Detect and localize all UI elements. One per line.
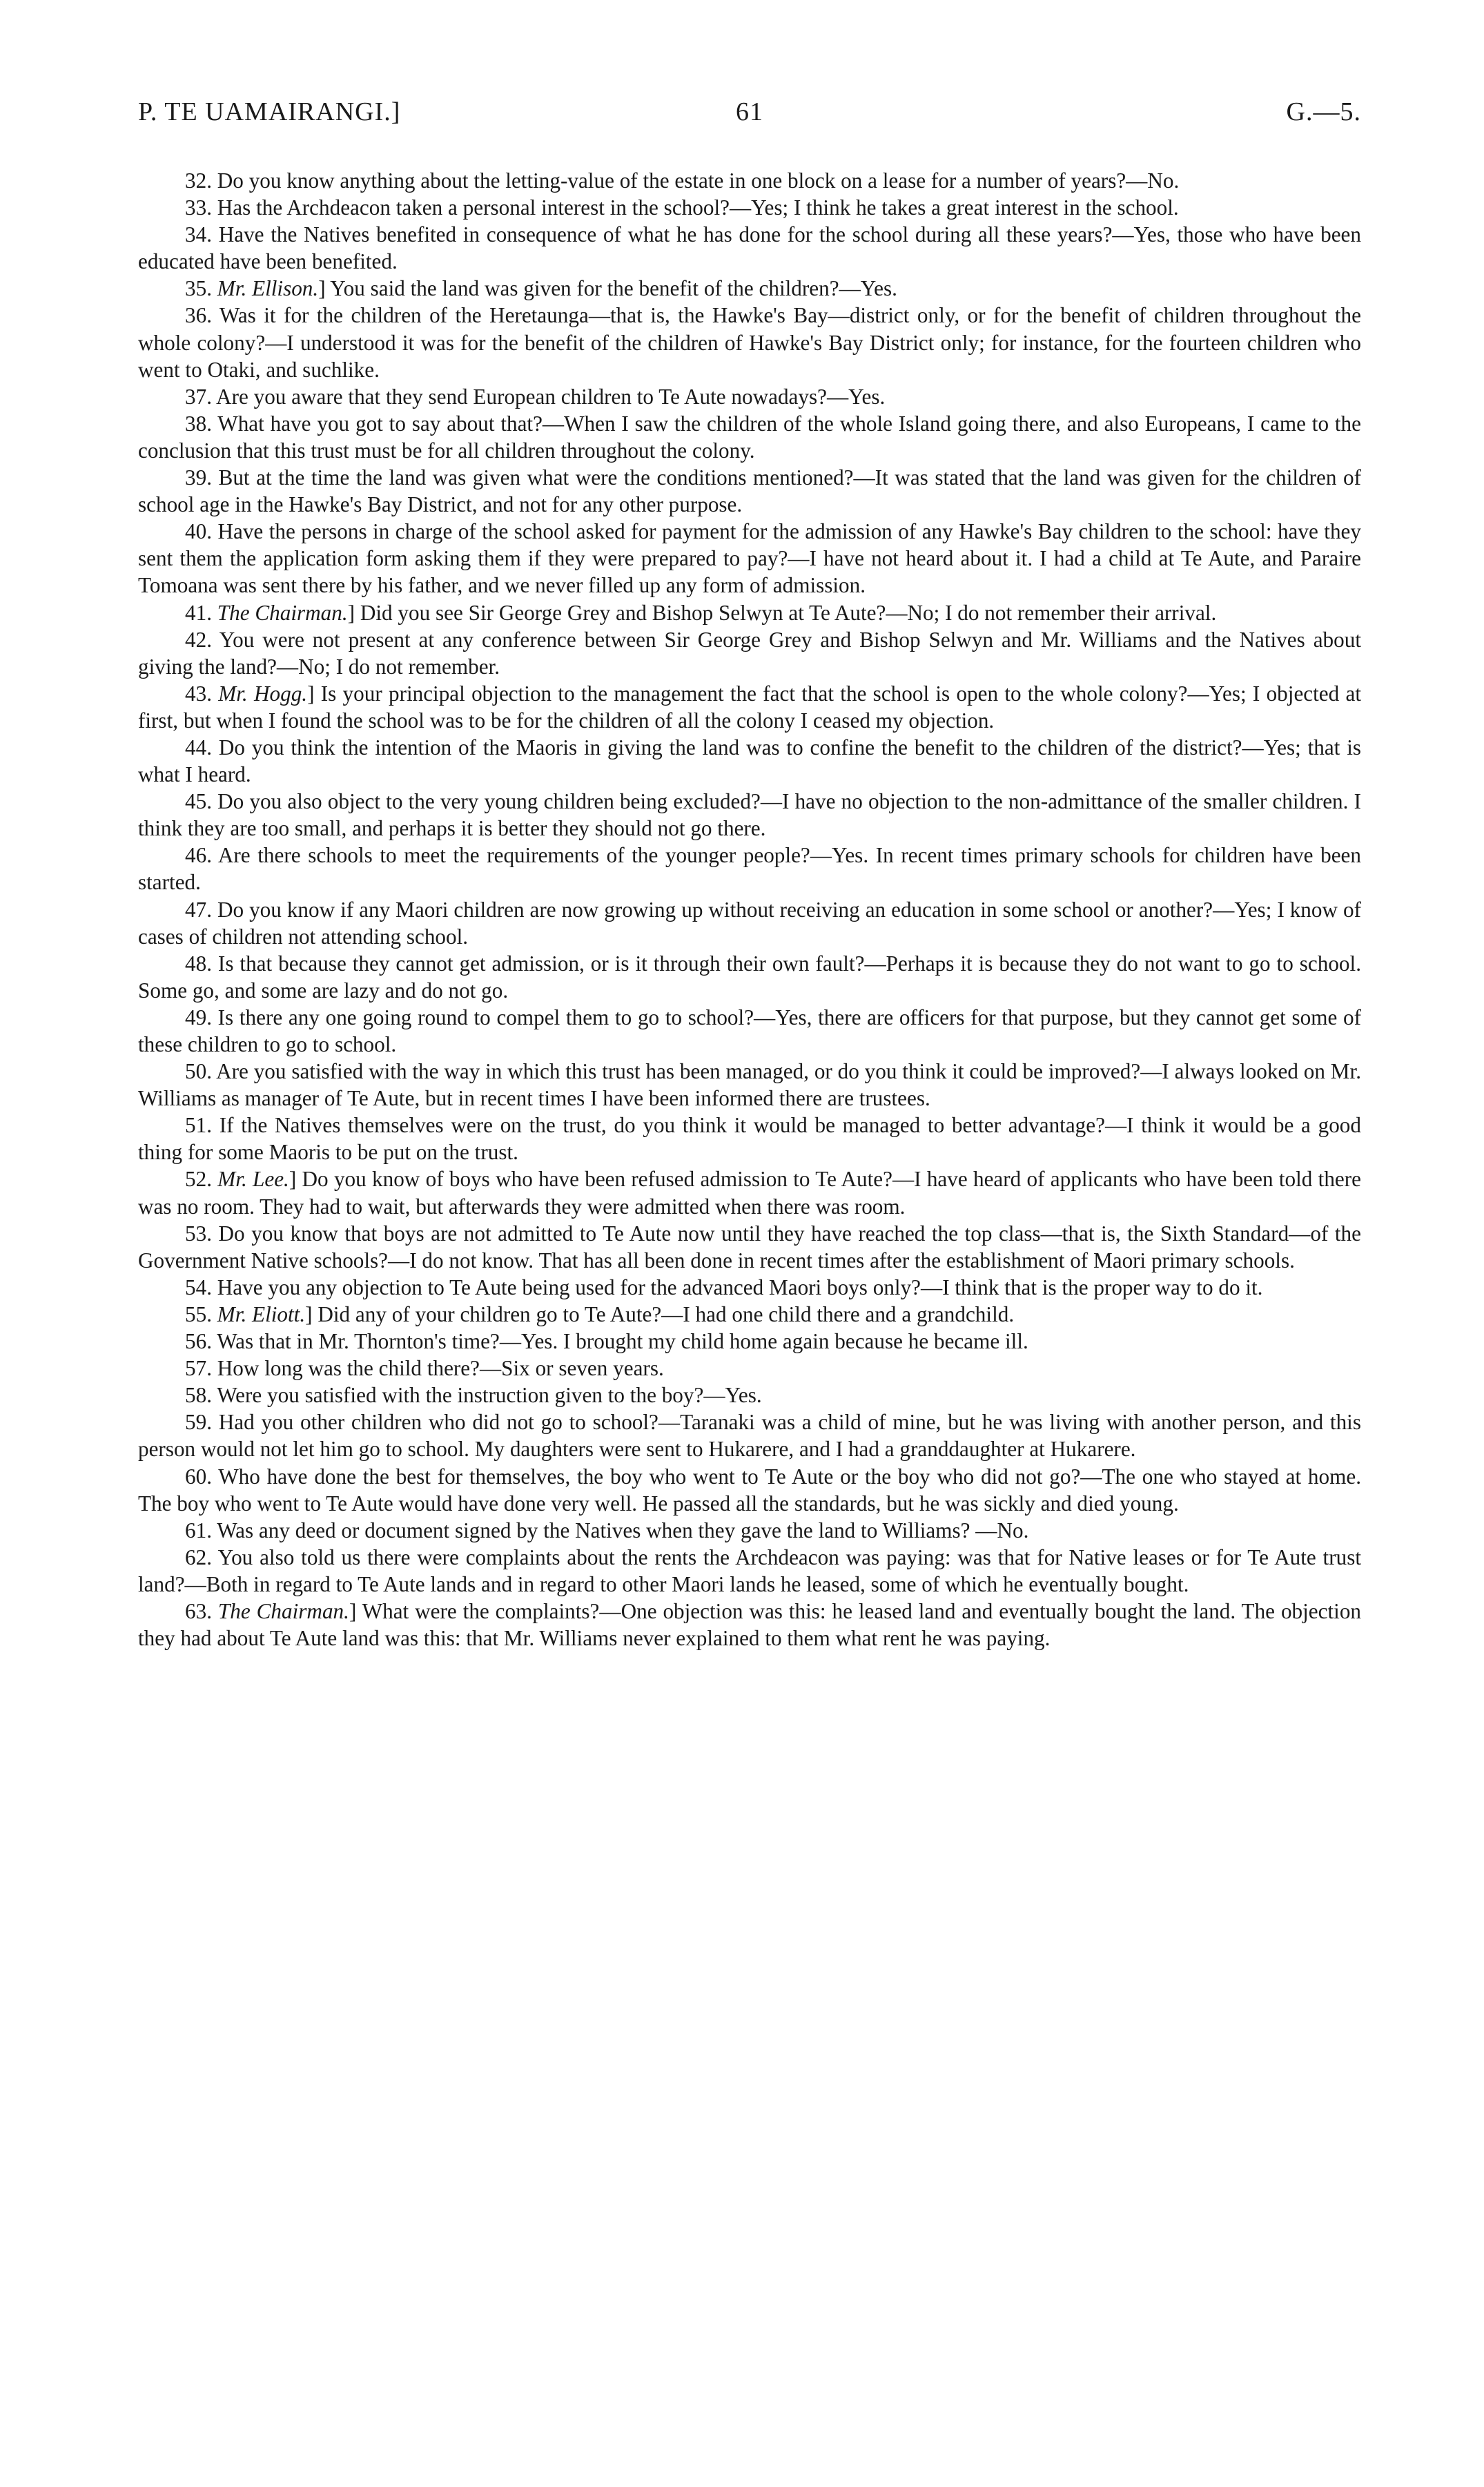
speaker-name: The Chairman. — [217, 600, 348, 625]
testimony-paragraph — [138, 1220, 1361, 1274]
paragraph-text: 56. Was that in Mr. Thornton's time?—Yes. I brought my child home again because he became ill. — [185, 1329, 1028, 1354]
speaker-name: The Chairman. — [217, 1598, 349, 1623]
testimony-paragraph — [138, 1058, 1361, 1112]
testimony-paragraph — [138, 788, 1361, 842]
paragraph-text: 61. Was any deed or document signed by the Natives when they gave the land to Williams? —No. — [185, 1518, 1029, 1542]
paragraph-text: 48. Is that because they cannot get admission, or is it through their own fault?—Perhaps it is because they do not want to go to school. Some go, and some are lazy and do not go. — [138, 951, 1361, 1003]
testimony-paragraph — [138, 734, 1361, 788]
paragraph-text: 59. Had you other children who did not go to school?—Taranaki was a child of mine, but he was living with another person, and this person would not let him go to school. My daughters were sent to Hukarere, and I had a granddaughter at Hukarere. — [138, 1410, 1361, 1462]
page-number: 61 — [736, 97, 763, 126]
testimony-paragraph — [138, 194, 1361, 221]
testimony-paragraph — [138, 842, 1361, 896]
testimony-paragraph — [138, 1463, 1361, 1517]
paragraph-text: 54. Have you any objection to Te Aute being used for the advanced Maori boys only?—I think that is the proper way to do it. — [185, 1275, 1263, 1299]
paragraph-text: 36. Was it for the children of the Heretaunga—that is, the Hawke's Bay—district only, or for the benefit of children throughout the whole colony?—I understood it was for the benefit of the children of Hawke's Bay District only; for instance, for the fourteen children who went to Otaki, and suchlike. — [138, 303, 1361, 382]
paragraph-text: 37. Are you aware that they send European children to Te Aute nowadays?—Yes. — [185, 384, 886, 409]
paragraph-text: ] Do you know of boys who have been refused admission to Te Aute?—I have heard of applicants who have been told there was no room. They had to wait, but afterwards they were admitted when there was room. — [138, 1167, 1361, 1219]
question-number: 41. — [185, 600, 217, 625]
paragraph-text: 50. Are you satisfied with the way in which this trust has been managed, or do you think it could be improved?—I always looked on Mr. Williams as manager of Te Aute, but in recent times I have been informed there are trustees. — [138, 1059, 1361, 1111]
question-number: 52. — [185, 1167, 218, 1192]
paragraph-text: 60. Who have done the best for themselves, the boy who went to Te Aute or the boy who did not go?—The one who stayed at home. The boy who went to Te Aute would have done very well. He passed all the standards, but he was sickly and died young. — [138, 1464, 1361, 1516]
paragraph-text: 39. But at the time the land was given what were the conditions mentioned?—It was stated that the land was given for the children of school age in the Hawke's Bay District, and not for any other purpose. — [138, 465, 1361, 517]
paragraph-text: 32. Do you know anything about the letting-value of the estate in one block on a lease for a number of years?—No. — [185, 168, 1180, 193]
testimony-paragraph — [138, 950, 1361, 1004]
paragraph-text: ] Did you see Sir George Grey and Bishop Selwyn at Te Aute?—No; I do not remember their arrival. — [347, 600, 1217, 625]
testimony-paragraph — [138, 1544, 1361, 1598]
testimony-paragraph — [138, 1328, 1361, 1355]
paragraph-text: ] You said the land was given for the benefit of the children?—Yes. — [318, 276, 897, 301]
document-page — [138, 97, 1361, 1652]
paragraph-text: 47. Do you know if any Maori children are now growing up without receiving an education in some school or another?—Yes; I know of cases of children not attending school. — [138, 897, 1361, 949]
testimony-paragraph — [138, 1409, 1361, 1462]
paragraph-text: 42. You were not present at any conference between Sir George Grey and Bishop Selwyn and Mr. Williams and the Natives about giving the land?—No; I do not remember. — [138, 627, 1361, 679]
testimony-paragraph — [138, 1274, 1361, 1301]
page-header — [138, 97, 1361, 138]
question-number: 35. — [185, 276, 217, 301]
testimony-paragraph — [138, 1301, 1361, 1328]
paragraph-text: 51. If the Natives themselves were on the trust, do you think it would be managed to better advantage?—I think it would be a good thing for some Maoris to be put on the trust. — [138, 1113, 1361, 1165]
testimony-paragraph — [138, 518, 1361, 599]
question-number: 43. — [185, 681, 219, 706]
paragraph-text: 40. Have the persons in charge of the school asked for payment for the admission of any Hawke's Bay children to the school: have they sent them the application form asking them if they were prepared to pay?—I have not heard about it. I had a child at Te Aute, and Paraire Tomoana was sent there by his father, and we never filled up any form of admission. — [138, 519, 1361, 598]
paragraph-text: ] Is your principal objection to the management the fact that the school is open to the whole colony?—Yes; I objected at first, but when I found the school was to be for the children of all the colony I ceased my objection. — [138, 681, 1362, 733]
testimony-paragraph — [138, 1598, 1361, 1652]
testimony-paragraph — [138, 1165, 1361, 1219]
speaker-name: Mr. Lee. — [217, 1167, 289, 1192]
testimony-paragraph — [138, 383, 1361, 410]
paragraph-text: ] Did any of your children go to Te Aute?—I had one child there and a grandchild. — [305, 1301, 1015, 1326]
testimony-paragraph — [138, 1112, 1361, 1165]
paragraph-text: 62. You also told us there were complaints about the rents the Archdeacon was paying: was that for Native leases or for Te Aute trust land?—Both in regard to Te Aute lands and in regard to other Maori lands he leased, some of which he eventually bought. — [138, 1545, 1361, 1596]
paragraph-text: 38. What have you got to say about that?—When I saw the children of the whole Island going there, and also Europeans, I came to the conclusion that this trust must be for all children throughout the colony. — [138, 411, 1361, 463]
testimony-paragraph — [138, 599, 1361, 626]
testimony-paragraph — [138, 1004, 1361, 1058]
testimony-paragraph — [138, 275, 1361, 302]
testimony-paragraph — [138, 221, 1361, 275]
document-reference: G.—5. — [1286, 97, 1361, 126]
testimony-paragraph — [138, 464, 1361, 518]
paragraph-text: 49. Is there any one going round to compel them to go to school?—Yes, there are officers for that purpose, but they cannot get some of these children to go to school. — [138, 1005, 1361, 1056]
paragraph-text: 58. Were you satisfied with the instruction given to the boy?—Yes. — [185, 1383, 762, 1408]
paragraph-text: 46. Are there schools to meet the requirements of the younger people?—Yes. In recent times primary schools for children have been started. — [138, 843, 1361, 895]
paragraph-text: 44. Do you think the intention of the Maoris in giving the land was to confine the benefit to the children of the district?—Yes; that is what I heard. — [138, 735, 1361, 787]
header-witness-name: P. TE UAMAIRANGI.] — [138, 97, 401, 126]
paragraph-text: 57. How long was the child there?—Six or seven years. — [185, 1356, 664, 1381]
question-number: 55. — [185, 1301, 217, 1326]
testimony-paragraph — [138, 626, 1361, 680]
paragraph-text: 45. Do you also object to the very young children being excluded?—I have no objection to the non-admittance of the smaller children. I think they are too small, and perhaps it is better they should not go there. — [138, 789, 1361, 841]
paragraph-text: 53. Do you know that boys are not admitted to Te Aute now until they have reached the top class—that is, the Sixth Standard—of the Government Native schools?—I do not know. That has all been done in recent times after the establishment of Maori primary schools. — [138, 1221, 1361, 1272]
testimony-paragraph — [138, 1355, 1361, 1382]
speaker-name: Mr. Hogg. — [218, 681, 308, 706]
testimony-paragraph — [138, 302, 1361, 383]
testimony-paragraph — [138, 167, 1361, 194]
testimony-paragraph — [138, 680, 1361, 734]
document-body — [138, 167, 1361, 1652]
speaker-name: Mr. Eliott. — [217, 1301, 306, 1326]
paragraph-text: 33. Has the Archdeacon taken a personal interest in the school?—Yes; I think he takes a great interest in the school. — [185, 195, 1179, 220]
testimony-paragraph — [138, 1517, 1361, 1544]
question-number: 63. — [185, 1598, 218, 1623]
testimony-paragraph — [138, 896, 1361, 950]
paragraph-text: ] What were the complaints?—One objection was this: he leased land and eventually bought the land. The objection they had about Te Aute land was this: that Mr. Williams never explained to them what rent he was paying. — [138, 1598, 1362, 1651]
testimony-paragraph — [138, 1382, 1361, 1409]
speaker-name: Mr. Ellison. — [217, 276, 319, 301]
testimony-paragraph — [138, 410, 1361, 464]
paragraph-text: 34. Have the Natives benefited in consequence of what he has done for the school during all these years?—Yes, those who have been educated have been benefited. — [138, 222, 1361, 274]
